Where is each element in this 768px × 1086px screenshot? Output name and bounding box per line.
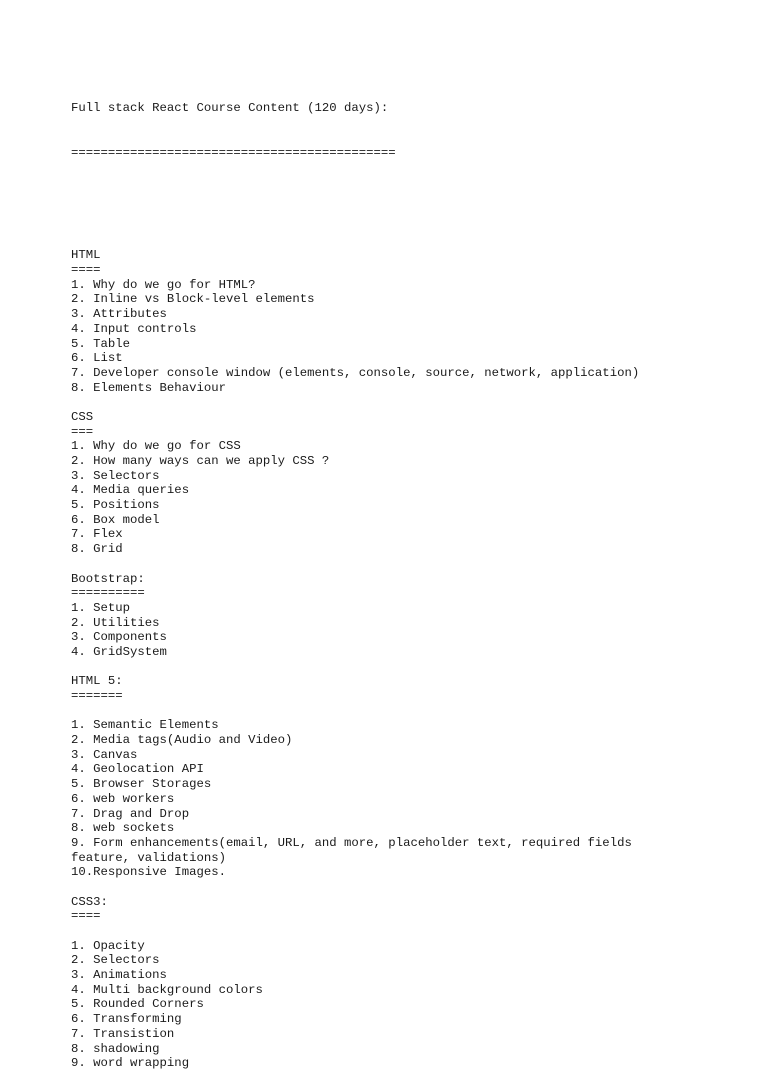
list-item: 8. Elements Behaviour	[71, 380, 226, 395]
spacer	[71, 704, 751, 719]
list-item: feature, validations)	[71, 850, 226, 865]
spacer	[71, 924, 751, 939]
section-heading: CSS	[71, 409, 94, 424]
list-item: 10.Responsive Images.	[71, 865, 226, 880]
section-html	[71, 248, 751, 410]
list-item: 3. Animations	[71, 968, 167, 983]
list-item: 5. Table	[71, 336, 131, 351]
list-item: 8. web sockets	[71, 821, 175, 836]
list-item: 3. Selectors	[71, 468, 160, 483]
list-item: 9. Form enhancements(email, URL, and more, placeholder text, required fields	[71, 835, 632, 850]
section-heading-underline: ====	[71, 263, 101, 278]
section-heading-underline: ====	[71, 909, 101, 924]
list-item: 2. How many ways can we apply CSS ?	[71, 454, 330, 469]
section-heading-underline: ===	[71, 424, 94, 439]
list-item: 4. GridSystem	[71, 644, 167, 659]
spacer	[71, 395, 751, 410]
list-item: 5. Positions	[71, 498, 160, 513]
list-item: 4. Input controls	[71, 321, 197, 336]
list-item: 4. Media queries	[71, 483, 190, 498]
spacer	[71, 190, 751, 205]
list-item: 5. Browser Storages	[71, 777, 212, 792]
list-item: 6. Transforming	[71, 1012, 182, 1027]
section-heading-underline: =======	[71, 689, 123, 704]
list-item: 7. Flex	[71, 527, 123, 542]
section-css3	[71, 895, 751, 1071]
list-item: 5. Rounded Corners	[71, 997, 204, 1012]
list-item: 3. Components	[71, 630, 167, 645]
list-item: 2. Media tags(Audio and Video)	[71, 733, 293, 748]
section-heading-underline: ==========	[71, 586, 145, 601]
list-item: 3. Canvas	[71, 747, 138, 762]
spacer	[71, 880, 751, 895]
section-bootstrap	[71, 572, 751, 675]
section-heading: Bootstrap:	[71, 571, 145, 586]
list-item: 1. Why do we go for HTML?	[71, 277, 256, 292]
document-title: Full stack React Course Content (120 days):	[71, 101, 389, 116]
list-item: 6. Box model	[71, 512, 160, 527]
list-item: 3. Attributes	[71, 307, 167, 322]
spacer	[71, 557, 751, 572]
list-item: 6. List	[71, 351, 123, 366]
section-heading: HTML 5:	[71, 674, 123, 689]
list-item: 7. Drag and Drop	[71, 806, 190, 821]
list-item: 1. Why do we go for CSS	[71, 439, 241, 454]
list-item: 1. Setup	[71, 600, 131, 615]
document-page	[71, 72, 751, 1086]
list-item: 8. Grid	[71, 542, 123, 557]
list-item: 1. Semantic Elements	[71, 718, 219, 733]
list-item: 1. Opacity	[71, 938, 145, 953]
section-css	[71, 410, 751, 572]
section-heading: HTML	[71, 248, 101, 263]
spacer	[71, 660, 751, 675]
section-heading: CSS3:	[71, 894, 108, 909]
document-title-underline: ============================================	[71, 145, 396, 160]
list-item: 2. Selectors	[71, 953, 160, 968]
list-item: 2. Inline vs Block-level elements	[71, 292, 315, 307]
list-item: 8. shadowing	[71, 1041, 160, 1056]
list-item: 4. Geolocation API	[71, 762, 204, 777]
section-html-5	[71, 674, 751, 894]
list-item: 2. Utilities	[71, 615, 160, 630]
list-item: 6. web workers	[71, 791, 175, 806]
list-item: 7. Transistion	[71, 1026, 175, 1041]
list-item: 7. Developer console window (elements, console, source, network, application)	[71, 365, 640, 380]
list-item: 4. Multi background colors	[71, 982, 263, 997]
list-item: 9. word wrapping	[71, 1056, 190, 1071]
sections-container	[71, 248, 751, 1071]
